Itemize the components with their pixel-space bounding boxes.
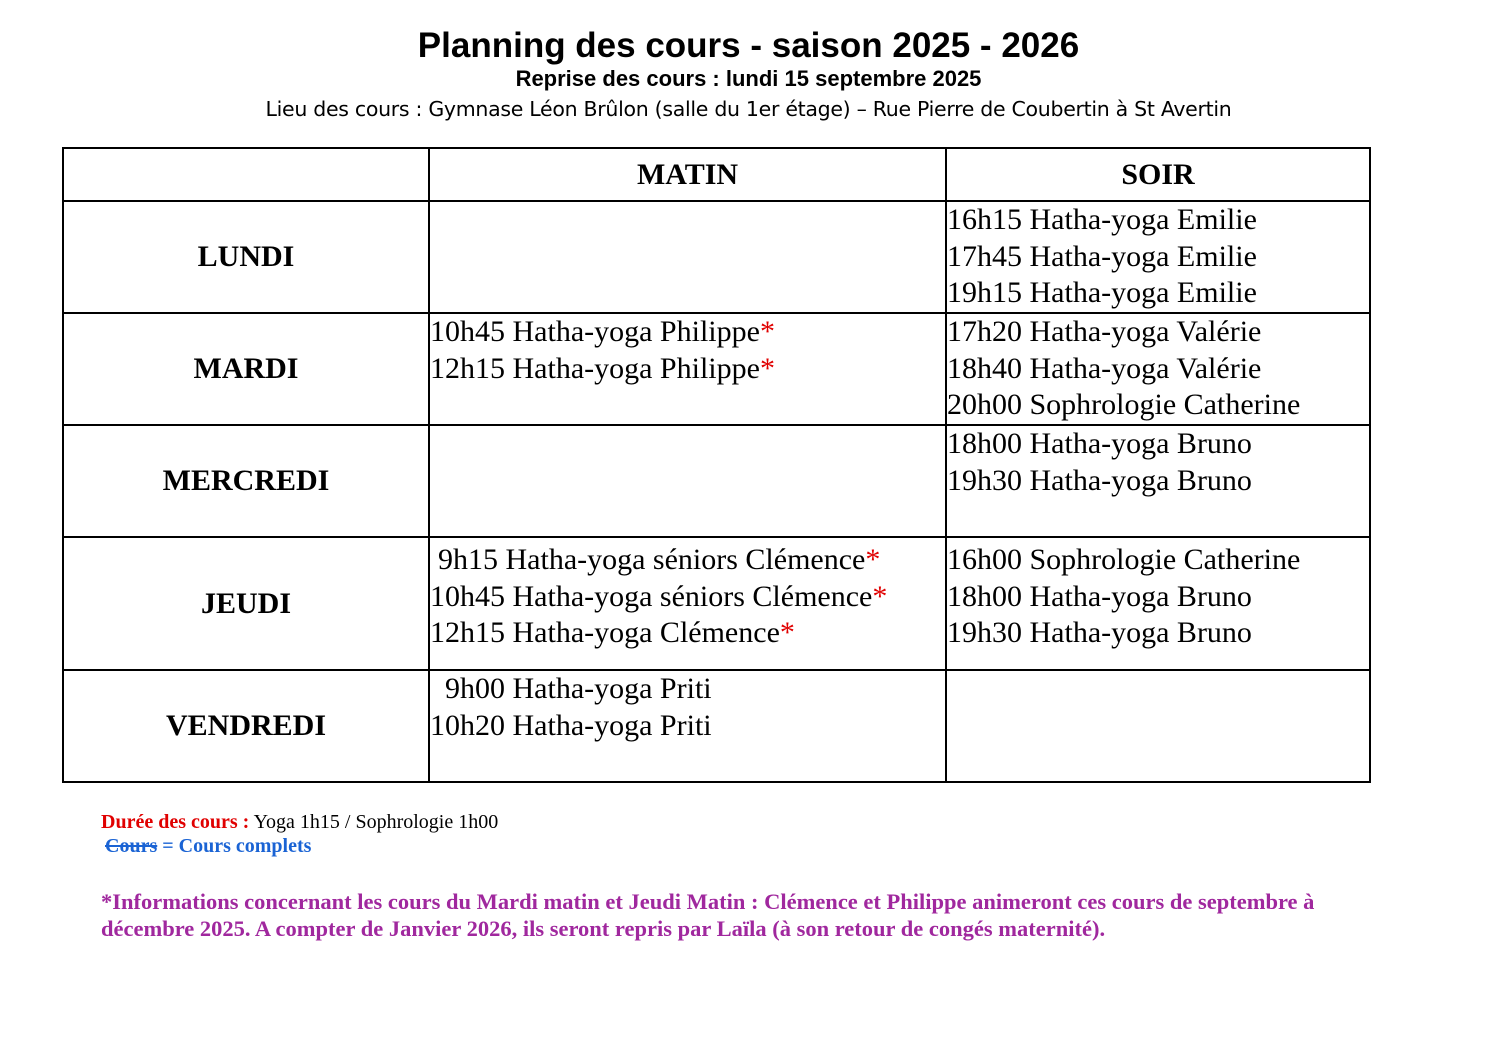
class-entry: 17h20 Hatha-yoga Valérie: [947, 315, 1262, 348]
day-vendredi: VENDREDI: [63, 670, 429, 782]
duration-value: Yoga 1h15 / Sophrologie 1h00: [249, 811, 499, 833]
complete-note-text: = Cours complets: [157, 835, 312, 857]
table-row: [63, 201, 1370, 313]
class-entry: 9h00 Hatha-yoga Priti: [445, 672, 712, 705]
complete-note: [105, 835, 311, 858]
jeudi-soir-cell: [946, 537, 1370, 670]
lundi-soir-cell: [946, 201, 1370, 313]
table-row: [63, 537, 1370, 670]
duration-label: Durée des cours :: [101, 811, 250, 833]
mercredi-matin-cell: [429, 425, 946, 537]
jeudi-matin-cell: [429, 537, 946, 670]
mardi-soir-cell: [946, 313, 1370, 425]
info-note: *Informations concernant les cours du Mardi matin et Jeudi Matin : Clémence et Philippe animeront ces cours de septembre à décembre 2025. A compter de Janvier 2026, ils seront repris par Laïla (à son retour de congés maternité).: [101, 889, 1315, 941]
asterisk-mark: *: [872, 579, 888, 613]
day-mercredi: MERCREDI: [63, 425, 429, 537]
class-entry: 12h15 Hatha-yoga Philippe*: [430, 351, 775, 385]
schedule-table: [62, 147, 1371, 783]
asterisk-mark: *: [759, 351, 775, 385]
asterisk-mark: *: [779, 616, 795, 649]
lundi-matin-cell: [429, 201, 946, 313]
table-row: [63, 313, 1370, 425]
class-entry: 16h15 Hatha-yoga Emilie: [947, 203, 1257, 236]
class-entry: 9h15 Hatha-yoga séniors Clémence*: [438, 543, 881, 576]
header-empty-cell: [63, 148, 429, 201]
table-header-row: [63, 148, 1370, 201]
class-entry: 19h30 Hatha-yoga Bruno: [947, 616, 1252, 649]
class-entry: 10h20 Hatha-yoga Priti: [430, 708, 712, 742]
class-entry: 20h00 Sophrologie Catherine: [947, 388, 1301, 421]
day-mardi: MARDI: [63, 313, 429, 425]
day-jeudi: JEUDI: [63, 537, 429, 670]
mardi-matin-cell: [429, 313, 946, 425]
class-entry: 18h00 Hatha-yoga Bruno: [947, 579, 1252, 613]
class-entry: 10h45 Hatha-yoga séniors Clémence*: [430, 579, 888, 613]
header-matin: MATIN: [429, 148, 946, 201]
day-lundi: LUNDI: [63, 201, 429, 313]
class-entry: 10h45 Hatha-yoga Philippe*: [430, 315, 775, 348]
mercredi-soir-cell: [946, 425, 1370, 537]
page-subtitle: Reprise des cours : lundi 15 septembre 2025: [515, 66, 982, 91]
class-entry: 16h00 Sophrologie Catherine: [947, 543, 1301, 576]
struck-course-example: Cours: [105, 835, 158, 857]
vendredi-matin-cell: [429, 670, 946, 782]
class-entry: 19h30 Hatha-yoga Bruno: [947, 463, 1252, 497]
duration-note: [101, 811, 498, 834]
vendredi-soir-cell: [946, 670, 1370, 782]
class-entry: 18h00 Hatha-yoga Bruno: [947, 427, 1252, 460]
table-row: [63, 425, 1370, 537]
class-entry: 18h40 Hatha-yoga Valérie: [947, 351, 1262, 385]
page-title: Planning des cours - saison 2025 - 2026: [417, 26, 1080, 65]
class-entry: 17h45 Hatha-yoga Emilie: [947, 239, 1257, 273]
header-soir: SOIR: [946, 148, 1370, 201]
location-line: Lieu des cours : Gymnase Léon Brûlon (salle du 1er étage) – Rue Pierre de Coubertin à St Avertin: [265, 97, 1232, 121]
class-entry: 12h15 Hatha-yoga Clémence*: [430, 616, 795, 649]
asterisk-mark: *: [865, 543, 881, 576]
class-entry: 19h15 Hatha-yoga Emilie: [947, 276, 1257, 309]
table-row: [63, 670, 1370, 782]
asterisk-mark: *: [759, 315, 775, 348]
